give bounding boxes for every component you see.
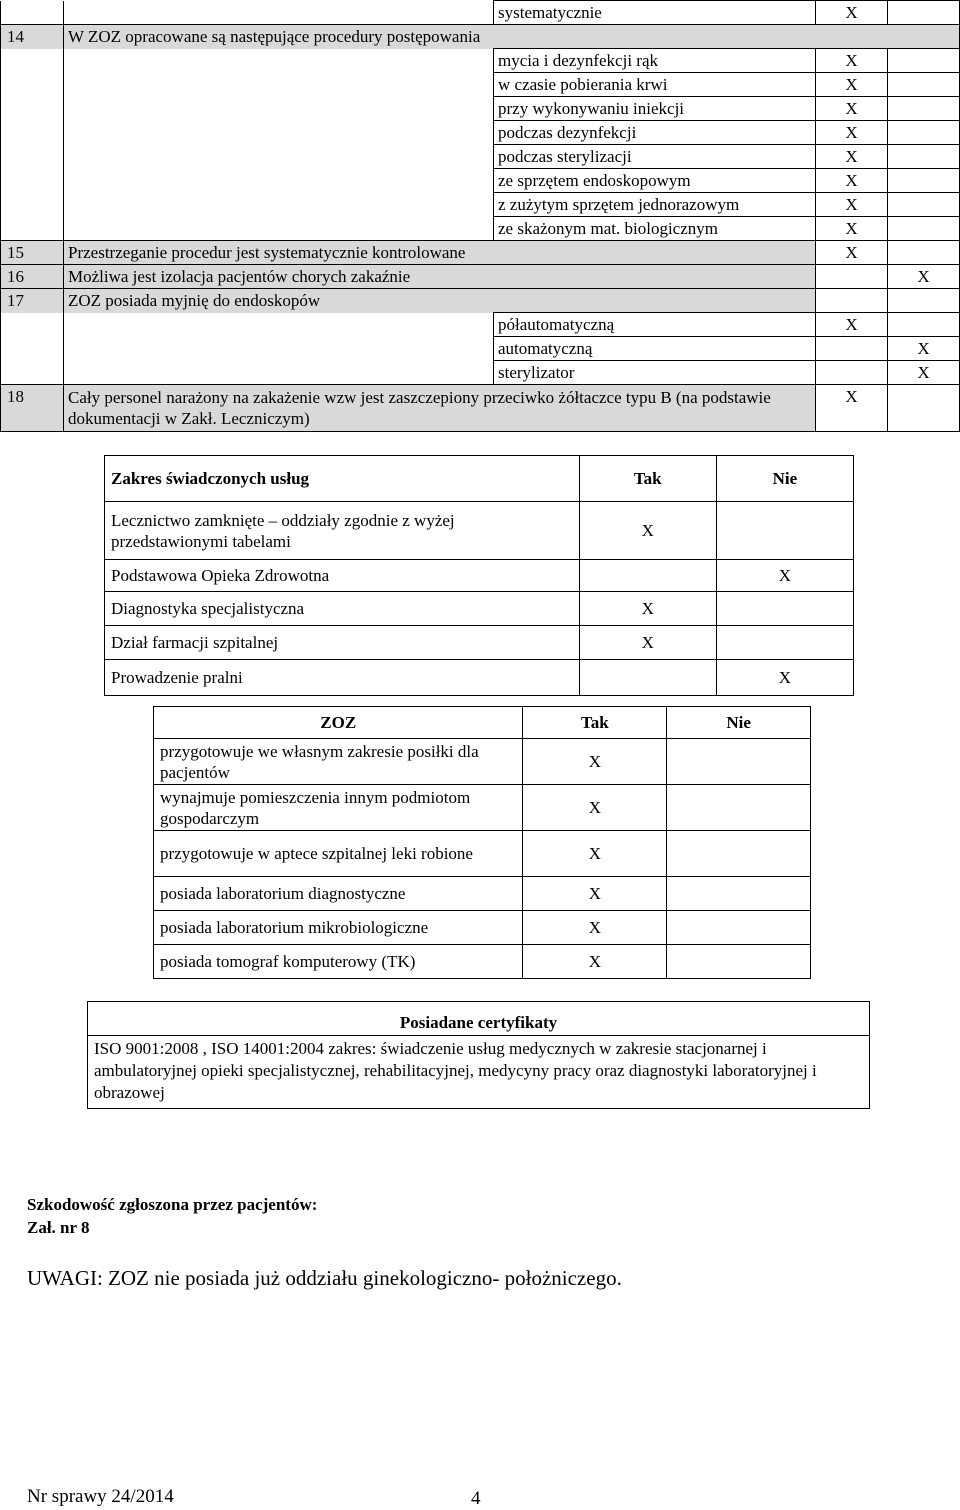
yes-cell: X <box>523 739 667 785</box>
yes-cell: X <box>816 385 888 432</box>
row-number <box>1 97 64 121</box>
no-cell: X <box>888 337 960 361</box>
table-row <box>154 945 811 979</box>
row-number <box>1 49 64 73</box>
yes-cell: X <box>816 241 888 265</box>
table-row <box>154 739 811 785</box>
services-header-label: Zakres świadczonych usług <box>105 456 580 502</box>
row-question <box>64 1 494 25</box>
zoz-label: posiada laboratorium diagnostyczne <box>154 877 523 911</box>
table-row <box>1 313 960 337</box>
yes-cell: X <box>816 121 888 145</box>
page-number: 4 <box>471 1488 481 1509</box>
procedures-table <box>0 0 960 432</box>
row-question: Przestrzeganie procedur jest systematycznie kontrolowane <box>64 241 816 265</box>
no-cell <box>716 502 853 560</box>
yes-cell <box>816 361 888 385</box>
row-question: ZOZ posiada myjnię do endoskopów <box>64 289 816 313</box>
no-cell <box>888 313 960 337</box>
table-row <box>1 1 960 25</box>
zoz-table <box>153 706 811 979</box>
no-cell: X <box>888 361 960 385</box>
no-cell <box>716 592 853 626</box>
yes-cell: X <box>816 169 888 193</box>
no-cell <box>888 145 960 169</box>
no-cell <box>667 739 811 785</box>
row-option: mycia i dezynfekcji rąk <box>494 49 816 73</box>
zoz-label: przygotowuje we własnym zakresie posiłki dla pacjentów <box>154 739 523 785</box>
no-cell <box>667 945 811 979</box>
no-cell <box>667 831 811 877</box>
no-cell: X <box>716 660 853 696</box>
row-option: ze skażonym mat. biologicznym <box>494 217 816 241</box>
yes-cell: X <box>816 193 888 217</box>
no-cell <box>667 877 811 911</box>
row-question <box>64 217 494 241</box>
row-question: Możliwa jest izolacja pacjentów chorych zakaźnie <box>64 265 816 289</box>
row-question <box>64 121 494 145</box>
row-question <box>64 337 494 361</box>
services-header-yes: Tak <box>579 456 716 502</box>
yes-cell <box>579 560 716 592</box>
yes-cell: X <box>816 49 888 73</box>
row-number <box>1 313 64 337</box>
row-option: podczas dezynfekcji <box>494 121 816 145</box>
service-label: Diagnostyka specjalistyczna <box>105 592 580 626</box>
row-option: z zużytym sprzętem jednorazowym <box>494 193 816 217</box>
no-cell <box>667 911 811 945</box>
row-question: Cały personel narażony na zakażenie wzw jest zaszczepiony przeciwko żółtaczce typu B (na podstawie dokumentacji w Zakł. Leczniczym) <box>64 385 816 432</box>
no-cell <box>888 385 960 432</box>
no-cell <box>888 1 960 25</box>
table-row <box>105 560 854 592</box>
yes-cell: X <box>523 911 667 945</box>
row-question <box>64 361 494 385</box>
table-row <box>105 502 854 560</box>
table-row <box>1 289 960 313</box>
table-row <box>1 193 960 217</box>
row-number <box>1 121 64 145</box>
damages-label: Szkodowość zgłoszona przez pacjentów: <box>27 1195 318 1214</box>
no-cell <box>888 241 960 265</box>
zoz-label: przygotowuje w aptece szpitalnej leki robione <box>154 831 523 877</box>
zoz-header-yes: Tak <box>523 707 667 739</box>
row-number: 18 <box>1 385 64 432</box>
damages-attachment: Zał. nr 8 <box>27 1218 90 1237</box>
table-row <box>1 145 960 169</box>
table-row <box>154 831 811 877</box>
row-number <box>1 337 64 361</box>
service-label: Prowadzenie pralni <box>105 660 580 696</box>
no-cell <box>888 193 960 217</box>
row-option: półautomatyczną <box>494 313 816 337</box>
no-cell <box>888 49 960 73</box>
row-question <box>64 97 494 121</box>
table-row <box>1 49 960 73</box>
row-question <box>64 49 494 73</box>
no-cell <box>888 169 960 193</box>
yes-cell <box>816 337 888 361</box>
row-number: 16 <box>1 265 64 289</box>
no-cell <box>888 217 960 241</box>
no-cell: X <box>716 560 853 592</box>
no-cell <box>716 626 853 660</box>
row-number <box>1 1 64 25</box>
services-header-no: Nie <box>716 456 853 502</box>
row-number: 15 <box>1 241 64 265</box>
yes-cell: X <box>816 145 888 169</box>
no-cell: X <box>888 265 960 289</box>
table-row <box>1 169 960 193</box>
row-option: w czasie pobierania krwi <box>494 73 816 97</box>
table-row <box>154 911 811 945</box>
row-option: ze sprzętem endoskopowym <box>494 169 816 193</box>
row-option: sterylizator <box>494 361 816 385</box>
service-label: Lecznictwo zamknięte – oddziały zgodnie z wyżej przedstawionymi tabelami <box>105 502 580 560</box>
yes-cell: X <box>816 1 888 25</box>
zoz-label: posiada tomograf komputerowy (TK) <box>154 945 523 979</box>
yes-cell: X <box>579 592 716 626</box>
table-row <box>1 241 960 265</box>
table-row <box>1 25 960 49</box>
row-number <box>1 361 64 385</box>
table-row <box>1 121 960 145</box>
row-option: automatyczną <box>494 337 816 361</box>
services-table <box>104 455 854 696</box>
yes-cell: X <box>523 785 667 831</box>
yes-cell: X <box>816 313 888 337</box>
yes-cell: X <box>816 97 888 121</box>
yes-cell: X <box>523 831 667 877</box>
row-number <box>1 217 64 241</box>
table-row <box>1 97 960 121</box>
row-number <box>1 193 64 217</box>
yes-cell <box>579 660 716 696</box>
service-label: Podstawowa Opieka Zdrowotna <box>105 560 580 592</box>
yes-cell: X <box>579 502 716 560</box>
no-cell <box>667 785 811 831</box>
row-number: 14 <box>1 25 64 49</box>
row-option: przy wykonywaniu iniekcji <box>494 97 816 121</box>
yes-cell: X <box>579 626 716 660</box>
row-option: systematycznie <box>494 1 816 25</box>
row-number <box>1 145 64 169</box>
no-cell <box>888 73 960 97</box>
row-option: podczas sterylizacji <box>494 145 816 169</box>
row-question <box>64 73 494 97</box>
table-row <box>1 217 960 241</box>
row-question: W ZOZ opracowane są następujące procedury postępowania <box>64 25 960 49</box>
table-row <box>1 73 960 97</box>
table-row <box>154 877 811 911</box>
certificates-text: ISO 9001:2008 , ISO 14001:2004 zakres: świadczenie usług medycznych w zakresie stacjonarnej i ambulatoryjnej opieki specjalistycznej, rehabilitacyjnej, medycyny pracy oraz diagnostyki laboratoryjnej i obrazowej <box>88 1036 870 1109</box>
row-question <box>64 313 494 337</box>
certificates-title: Posiadane certyfikaty <box>88 1002 870 1036</box>
table-row <box>154 785 811 831</box>
yes-cell <box>816 289 888 313</box>
yes-cell: X <box>816 73 888 97</box>
table-row <box>1 337 960 361</box>
zoz-header-label: ZOZ <box>154 707 523 739</box>
no-cell <box>888 289 960 313</box>
zoz-header-no: Nie <box>667 707 811 739</box>
row-number <box>1 169 64 193</box>
table-row <box>105 626 854 660</box>
table-row <box>1 265 960 289</box>
row-number <box>1 73 64 97</box>
remarks: UWAGI: ZOZ nie posiada już oddziału ginekologiczno- położniczego. <box>27 1266 622 1290</box>
row-question <box>64 169 494 193</box>
yes-cell <box>816 265 888 289</box>
row-number: 17 <box>1 289 64 313</box>
table-row <box>1 361 960 385</box>
table-row <box>105 592 854 626</box>
yes-cell: X <box>816 217 888 241</box>
yes-cell: X <box>523 877 667 911</box>
zoz-label: posiada laboratorium mikrobiologiczne <box>154 911 523 945</box>
no-cell <box>888 97 960 121</box>
table-row <box>105 660 854 696</box>
service-label: Dział farmacji szpitalnej <box>105 626 580 660</box>
row-question <box>64 193 494 217</box>
case-number: Nr sprawy 24/2014 <box>27 1486 174 1507</box>
no-cell <box>888 121 960 145</box>
yes-cell: X <box>523 945 667 979</box>
table-row <box>1 385 960 432</box>
row-question <box>64 145 494 169</box>
zoz-label: wynajmuje pomieszczenia innym podmiotom gospodarczym <box>154 785 523 831</box>
certificates-table <box>87 1001 870 1109</box>
